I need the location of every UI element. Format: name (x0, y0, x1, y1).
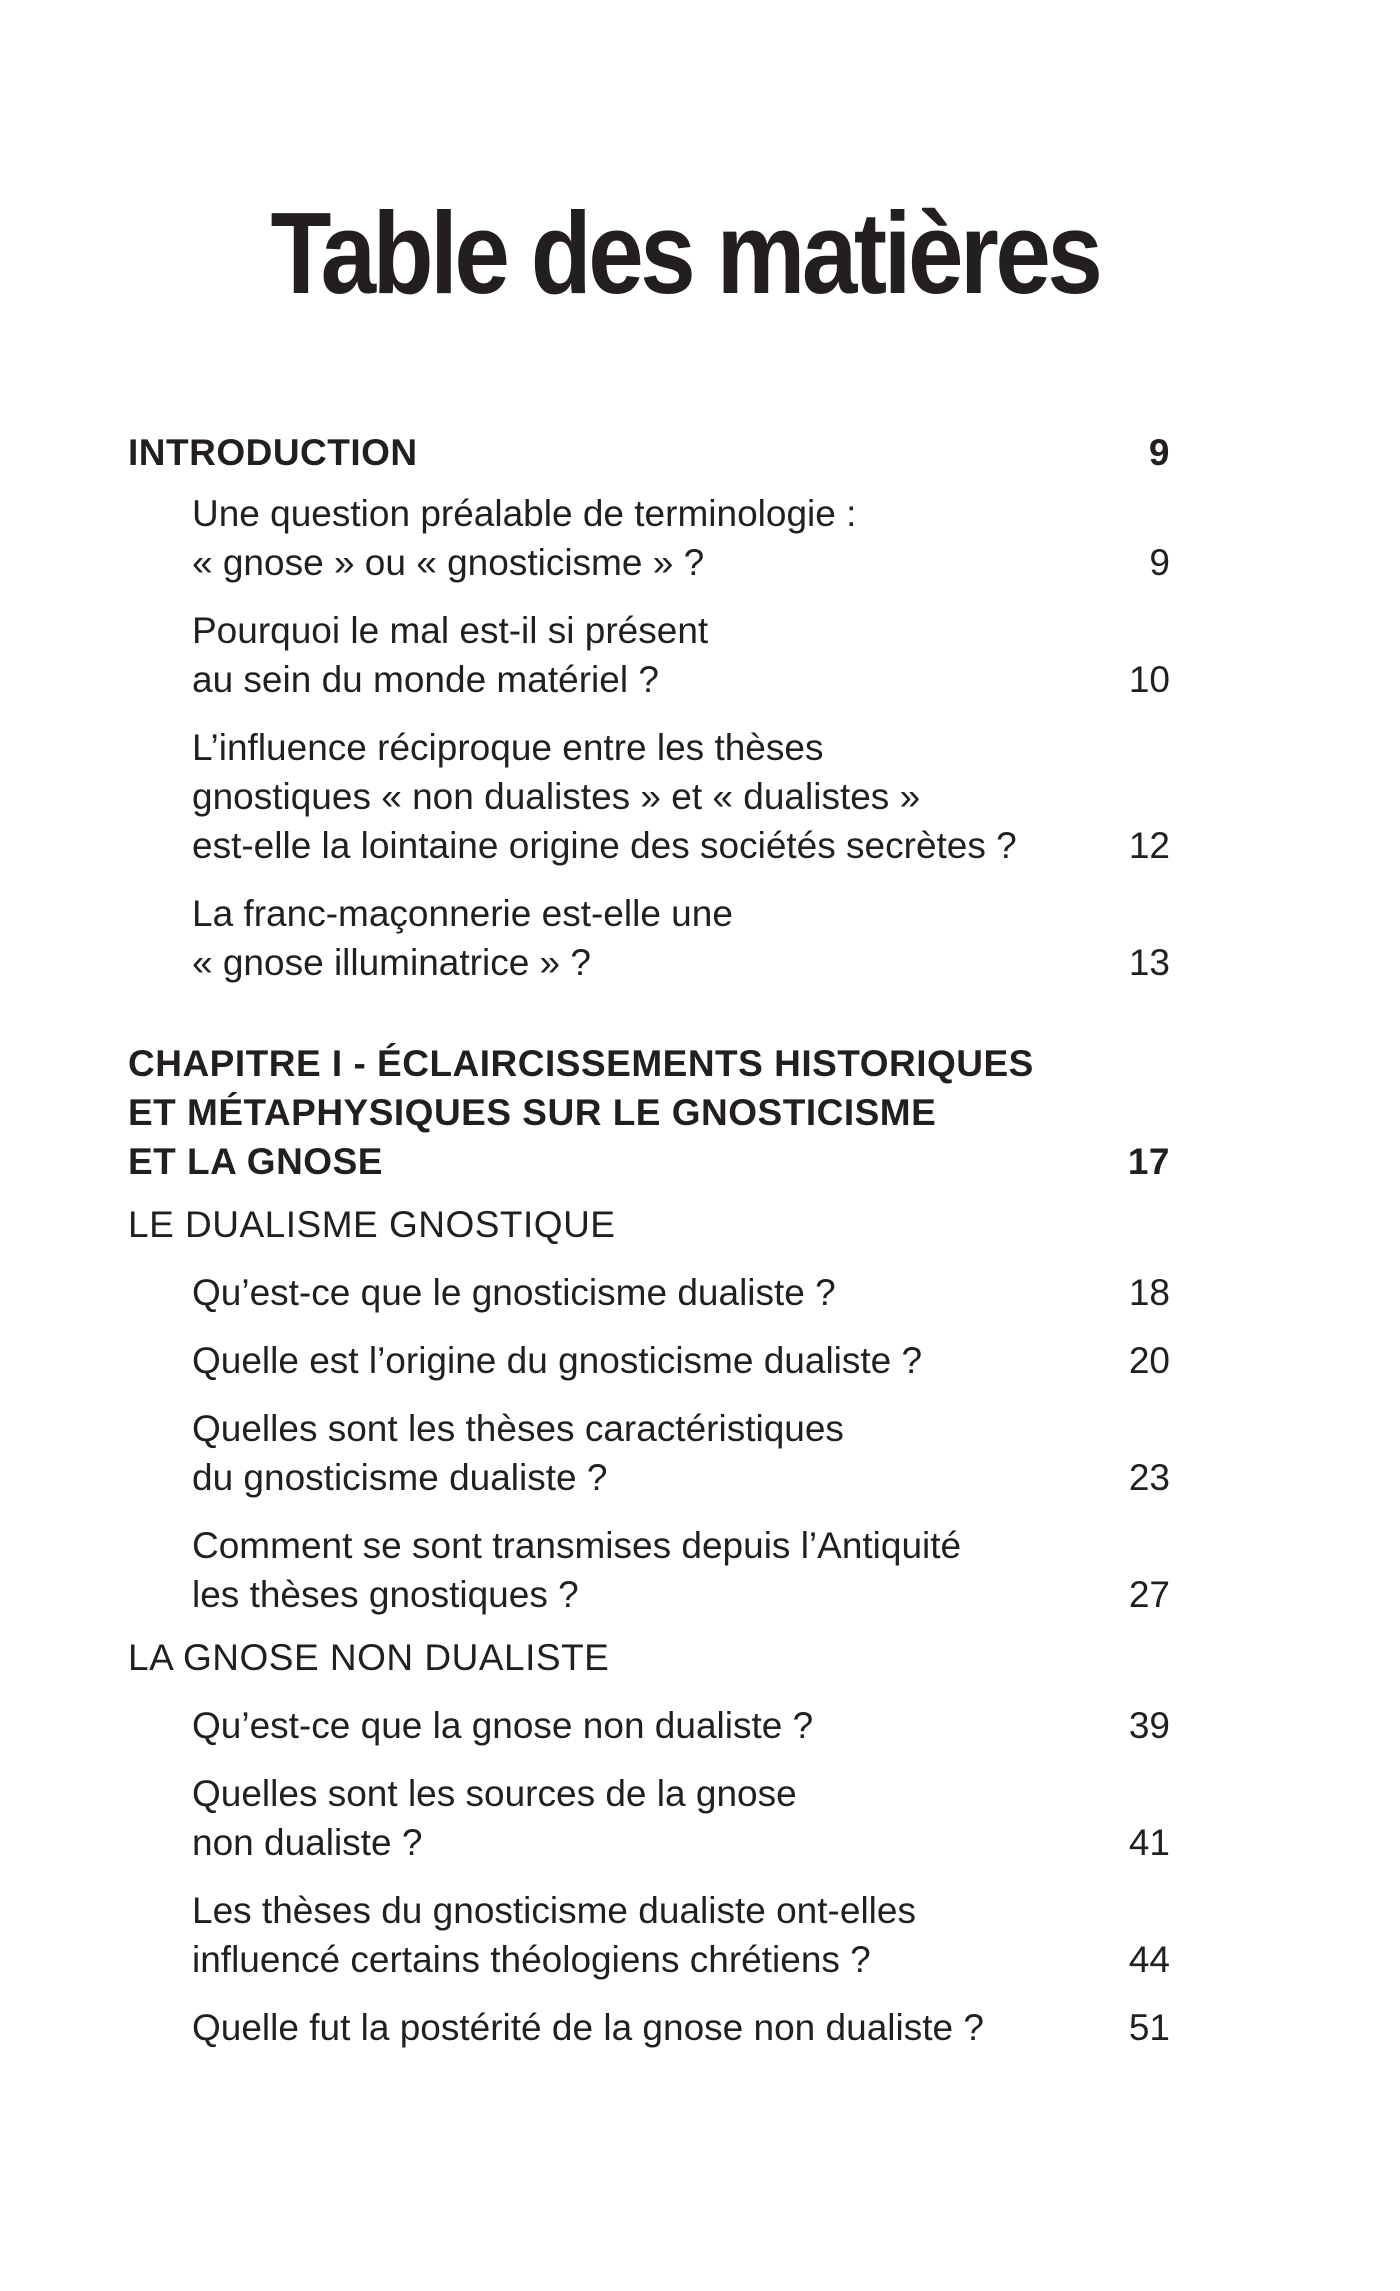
toc-subentry (128, 489, 1170, 587)
toc-entry-title-line: Une question préalable de terminologie : (192, 493, 857, 534)
toc-subentry (128, 1268, 1170, 1317)
toc-page-number: 44 (1128, 1939, 1170, 1980)
toc-page-number: 39 (1128, 1705, 1170, 1746)
toc-page-number: 41 (1128, 1822, 1170, 1863)
toc-entry-title-line: Qu’est-ce que le gnosticisme dualiste ? (192, 1272, 836, 1313)
page-title: Table des matières (270, 188, 1100, 318)
toc-entry-title-line: au sein du monde matériel ? (192, 659, 659, 700)
toc-subentry (128, 1769, 1170, 1867)
toc-entry-title-line: « gnose » ou « gnosticisme » ? (192, 542, 705, 583)
toc-page-number: 51 (1128, 2007, 1170, 2048)
toc-entry-title-line: est-elle la lointaine origine des sociétés secrètes ? (192, 825, 1017, 866)
toc-subentry (128, 1886, 1170, 1984)
toc-entry-title-line: ET LA GNOSE (128, 1141, 383, 1182)
toc-page-number: 18 (1128, 1272, 1170, 1313)
toc-page-number: 9 (1149, 542, 1170, 583)
toc-entry-title-line: Pourquoi le mal est-il si présent (192, 610, 709, 651)
toc-entry-title-line: INTRODUCTION (128, 432, 418, 473)
toc-page-number: 13 (1128, 942, 1170, 983)
toc-entry-title-line: gnostiques « non dualistes » et « dualistes » (192, 776, 921, 817)
toc-entry-title-line: « gnose illuminatrice » ? (192, 942, 591, 983)
toc-entry-title-line: influencé certains théologiens chrétiens ? (192, 1939, 871, 1980)
toc-heading-gnose-non-dualiste: LA GNOSE NON DUALISTE (128, 1637, 610, 1678)
toc-section-introduction (128, 428, 1170, 477)
toc-subentry (128, 606, 1170, 704)
toc-subentry (128, 2003, 1170, 2052)
toc-heading-dualisme-gnostique: LE DUALISME GNOSTIQUE (128, 1204, 616, 1245)
toc-entry-title-line: ET MÉTAPHYSIQUES SUR LE GNOSTICISME (128, 1092, 937, 1133)
toc-page-number: 27 (1128, 1574, 1170, 1615)
table-of-contents (128, 428, 1170, 2052)
toc-entry-title-line: les thèses gnostiques ? (192, 1574, 579, 1615)
toc-page-number: 9 (1148, 432, 1170, 473)
toc-page-number: 23 (1128, 1457, 1170, 1498)
toc-entry-title-line: Quelle fut la postérité de la gnose non dualiste ? (192, 2007, 984, 2048)
toc-entry-title-line: non dualiste ? (192, 1822, 423, 1863)
toc-entry-title-line: Comment se sont transmises depuis l’Antiquité (192, 1525, 962, 1566)
toc-page-number: 20 (1128, 1340, 1170, 1381)
toc-entry-title-line: CHAPITRE I - ÉCLAIRCISSEMENTS HISTORIQUES (128, 1043, 1034, 1084)
toc-page-number: 17 (1127, 1141, 1170, 1182)
toc-subentry (128, 889, 1170, 987)
toc-page-number: 12 (1128, 825, 1170, 866)
toc-section-chapter-1 (128, 1039, 1170, 1186)
toc-subentry (128, 723, 1170, 870)
toc-subentry (128, 1701, 1170, 1750)
toc-subentry (128, 1336, 1170, 1385)
toc-entry-title-line: Les thèses du gnosticisme dualiste ont-elles (192, 1890, 916, 1931)
toc-page-number: 10 (1128, 659, 1170, 700)
toc-entry-title-line: L’influence réciproque entre les thèses (192, 727, 824, 768)
toc-entry-title-line: Quelles sont les sources de la gnose (192, 1773, 797, 1814)
toc-entry-title-line: du gnosticisme dualiste ? (192, 1457, 608, 1498)
toc-entry-title-line: Qu’est-ce que la gnose non dualiste ? (192, 1705, 814, 1746)
toc-entry-title-line: Quelles sont les thèses caractéristiques (192, 1408, 844, 1449)
toc-entry-title-line: La franc-maçonnerie est-elle une (192, 893, 733, 934)
toc-subentry (128, 1521, 1170, 1619)
toc-entry-title-line: Quelle est l’origine du gnosticisme dualiste ? (192, 1340, 923, 1381)
toc-subentry (128, 1404, 1170, 1502)
